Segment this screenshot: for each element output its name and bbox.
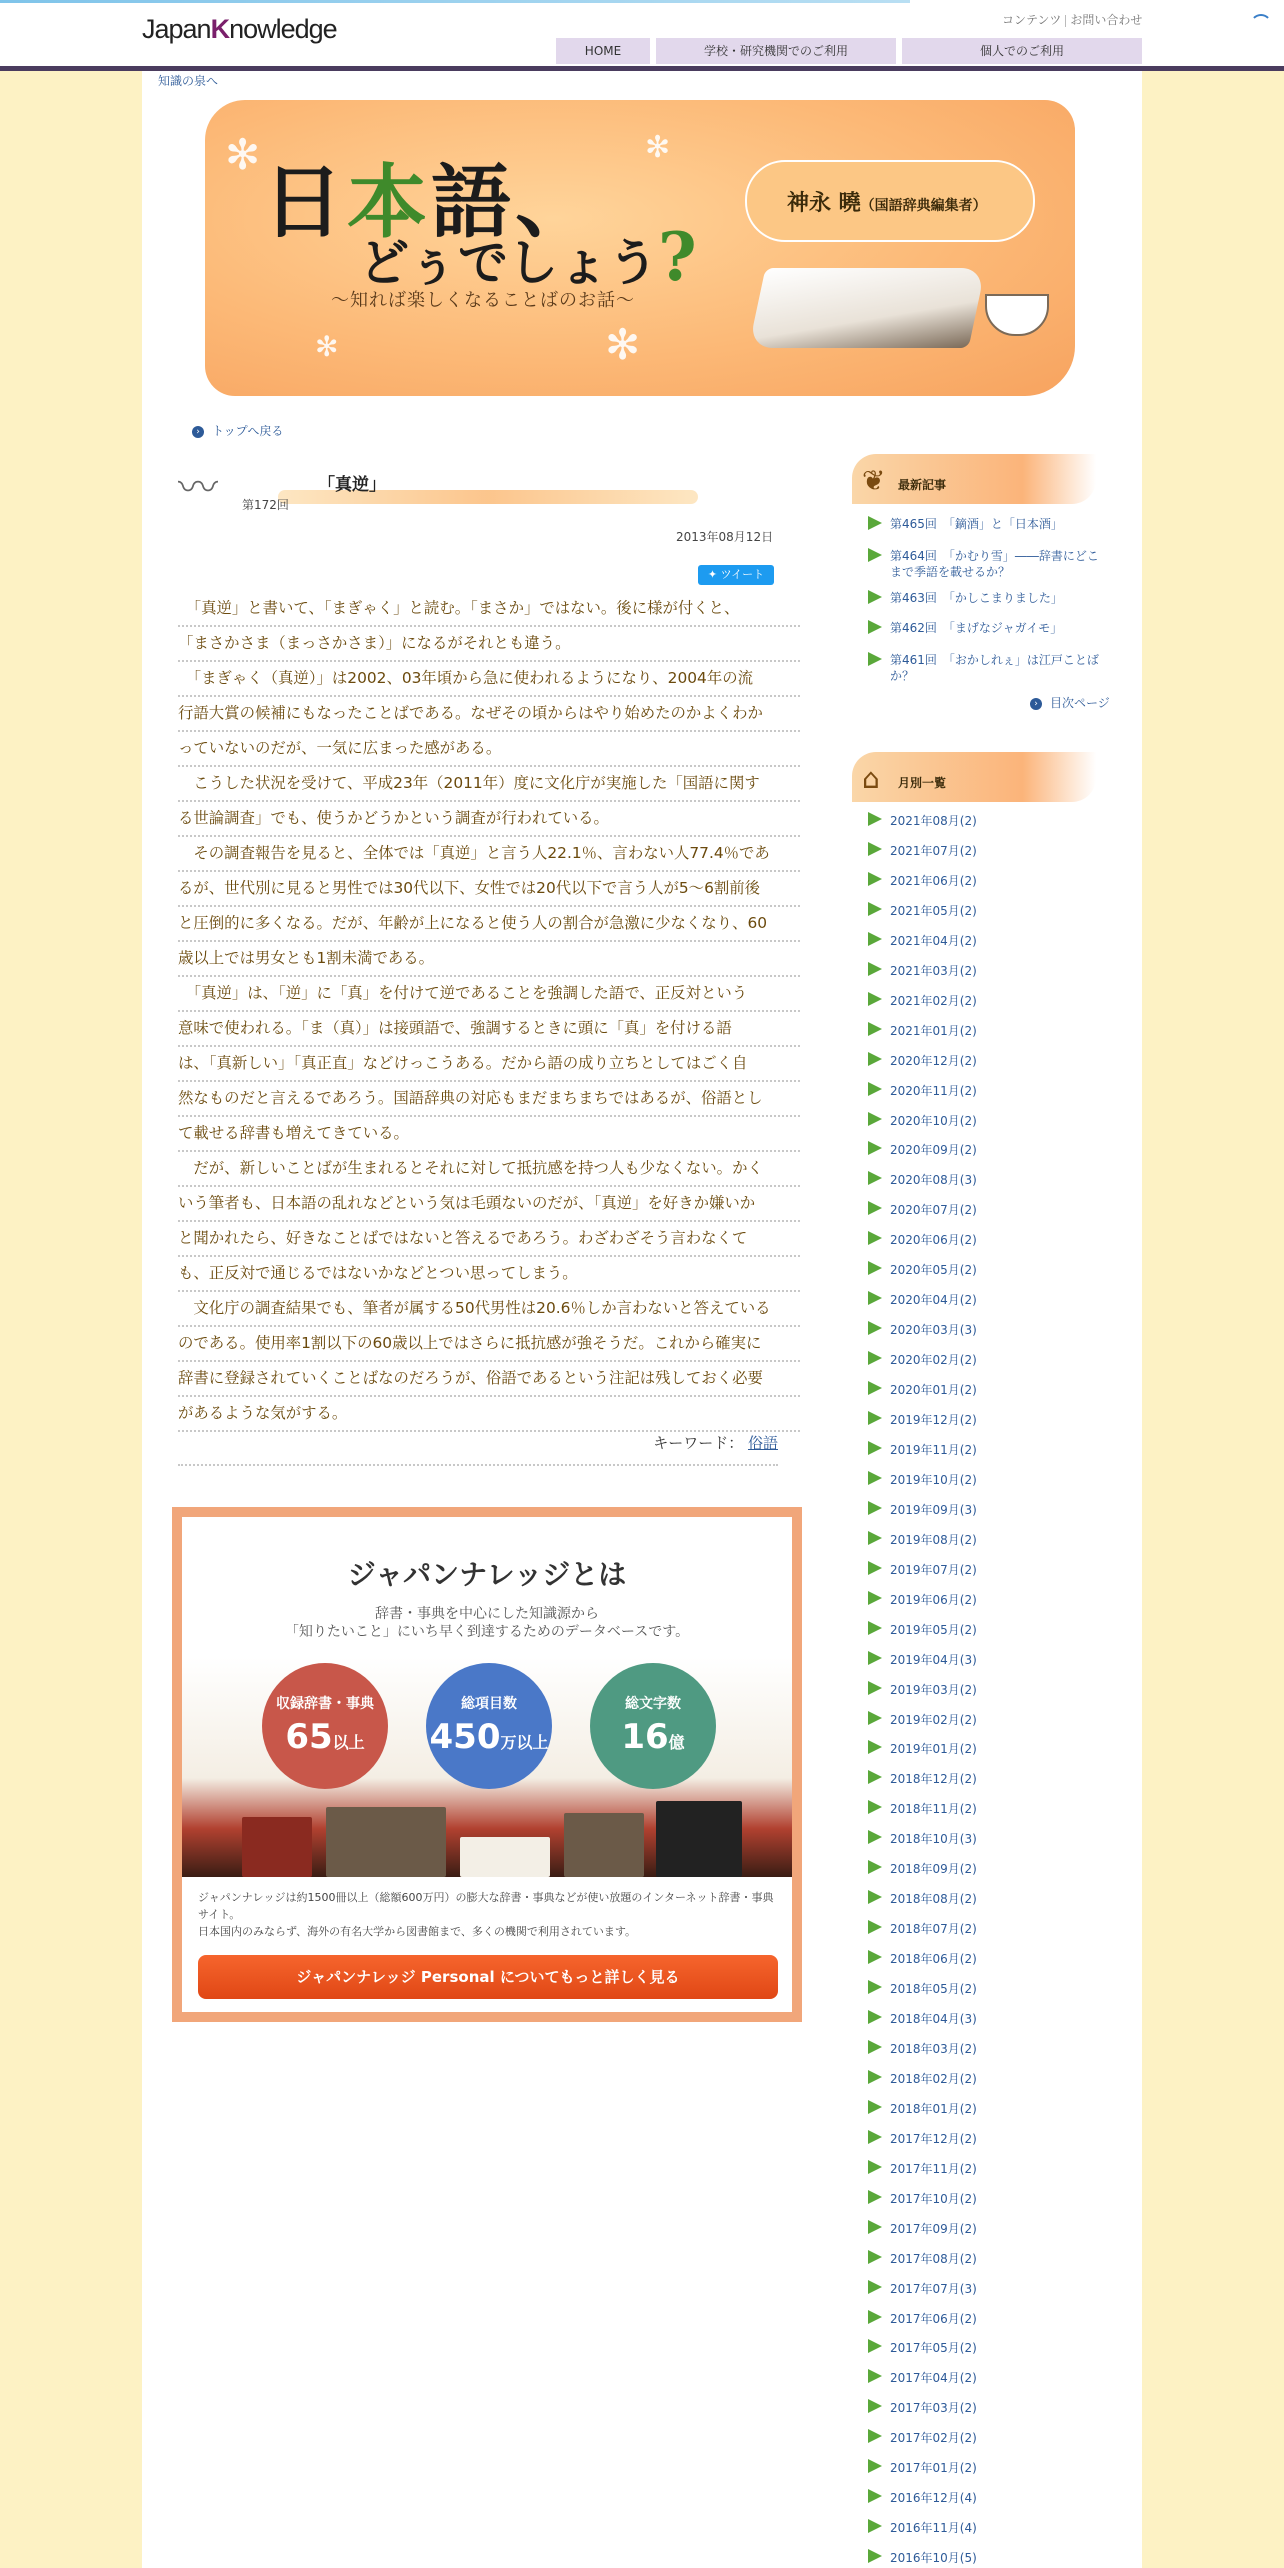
- month-archive-link[interactable]: 2019年06月(2): [868, 1591, 977, 1621]
- triangle-bullet-icon: [868, 1770, 882, 1784]
- month-archive-link[interactable]: 2016年11月(4): [868, 2519, 977, 2549]
- month-archive-link[interactable]: 2019年04月(3): [868, 1651, 977, 1681]
- month-archive-link[interactable]: 2021年01月(2): [868, 1022, 977, 1052]
- japanknowledge-logo[interactable]: JapanKnowledge: [142, 14, 337, 44]
- article-line: のである。使用率1割以下の60歳以上ではさらに抵抗感が強そうだ。これから確実に: [178, 1327, 800, 1362]
- month-archive-link[interactable]: 2019年03月(2): [868, 1681, 977, 1711]
- month-archive-link[interactable]: 2021年02月(2): [868, 992, 977, 1022]
- article-date: 2013年08月12日: [676, 530, 774, 544]
- triangle-bullet-icon: [868, 548, 882, 562]
- promo-illustration: [182, 1657, 792, 1877]
- flower-icon: ✻: [645, 130, 671, 165]
- triangle-bullet-icon: [868, 2399, 882, 2413]
- month-archive-link[interactable]: 2020年07月(2): [868, 1201, 977, 1231]
- month-archive-link[interactable]: 2017年08月(2): [868, 2250, 977, 2280]
- triangle-bullet-icon: [868, 1112, 882, 1126]
- triangle-bullet-icon: [868, 1351, 882, 1365]
- month-archive-link[interactable]: 2018年12月(2): [868, 1770, 977, 1800]
- article-line: と聞かれたら、好きなことばではないと答えるであろう。わざわざそう言わなくて: [178, 1222, 800, 1257]
- loading-bar: [0, 0, 910, 3]
- triangle-bullet-icon: [868, 1231, 882, 1245]
- article-title-bar: [178, 456, 698, 512]
- article-line: があるような気がする。: [178, 1397, 800, 1432]
- article-line: いう筆者も、日本語の乱れなどという気は毛頭ないのだが、「真逆」を好きか嫌いか: [178, 1187, 800, 1222]
- triangle-bullet-icon: [868, 590, 882, 604]
- triangle-bullet-icon: [868, 1950, 882, 1964]
- triangle-bullet-icon: [868, 1890, 882, 1904]
- month-archive-link[interactable]: 2019年07月(2): [868, 1561, 977, 1591]
- flower-icon: ✻: [225, 130, 261, 179]
- article-number: 第172回: [242, 498, 289, 512]
- month-archive-link[interactable]: 2020年01月(2): [868, 1381, 977, 1411]
- month-archive-link[interactable]: 2020年09月(2): [868, 1141, 977, 1171]
- month-archive-link[interactable]: 2021年04月(2): [868, 932, 977, 962]
- month-archive-link[interactable]: 2019年11月(2): [868, 1441, 977, 1471]
- arrow-right-icon: ›: [192, 426, 204, 438]
- month-archive-link[interactable]: 2020年03月(3): [868, 1321, 977, 1351]
- stat-circle: 総文字数 16億: [590, 1663, 716, 1789]
- month-archive-link[interactable]: 2017年12月(2): [868, 2130, 977, 2160]
- column-banner: [205, 100, 1075, 396]
- article-line: 「真逆」と書いて、「まぎゃく」と読む。「まさか」ではない。後に様が付くと、: [178, 592, 800, 627]
- triangle-bullet-icon: [868, 902, 882, 916]
- house-icon: ⌂: [862, 762, 880, 795]
- triangle-bullet-icon: [868, 1471, 882, 1485]
- arrow-right-icon: ›: [1030, 698, 1042, 710]
- month-archive-link[interactable]: 2021年05月(2): [868, 902, 977, 932]
- triangle-bullet-icon: [868, 1381, 882, 1395]
- month-archive-link[interactable]: 2018年06月(2): [868, 1950, 977, 1980]
- triangle-bullet-icon: [868, 1621, 882, 1635]
- triangle-bullet-icon: [868, 1291, 882, 1305]
- recent-article-link[interactable]: 第463回 「かしこまりました」: [868, 590, 1108, 606]
- article-line: 然なものだと言えるであろう。国語辞典の対応もまだまちまちではあるが、俗語とし: [178, 1082, 800, 1117]
- month-archive-link[interactable]: 2017年07月(3): [868, 2280, 977, 2310]
- promo-title: ジャパンナレッジとは: [347, 1558, 627, 1591]
- triangle-bullet-icon: [868, 1501, 882, 1515]
- month-archive-link[interactable]: 2021年07月(2): [868, 842, 977, 872]
- month-archive-link[interactable]: 2019年02月(2): [868, 1711, 977, 1741]
- triangle-bullet-icon: [868, 1261, 882, 1275]
- month-archive-link[interactable]: 2020年11月(2): [868, 1082, 977, 1112]
- article-line: こうした状況を受けて、平成23年（2011年）度に文化庁が実施した「国語に関す: [178, 767, 800, 802]
- month-archive-link[interactable]: 2018年07月(2): [868, 1920, 977, 1950]
- article-line: と圧倒的に多くなる。だが、年齢が上になると使う人の割合が急激に少なくなり、60: [178, 907, 800, 942]
- recent-article-link[interactable]: 第461回 「おかしれぇ」は江戸ことばか？: [868, 652, 1108, 684]
- back-to-top-link[interactable]: › トップへ戻る: [192, 422, 283, 439]
- triangle-bullet-icon: [868, 1531, 882, 1545]
- triangle-bullet-icon: [868, 2459, 882, 2473]
- triangle-bullet-icon: [868, 2040, 882, 2054]
- month-archive-link[interactable]: 2017年05月(2): [868, 2339, 977, 2369]
- top-header: [0, 0, 1284, 66]
- month-archive-link[interactable]: 2020年05月(2): [868, 1261, 977, 1291]
- article-line: る世論調査」でも、使うかどうかという調査が行われている。: [178, 802, 800, 837]
- month-archive-link[interactable]: 2016年10月(5): [868, 2549, 977, 2568]
- triangle-bullet-icon: [868, 1321, 882, 1335]
- monthly-archive-header: ⌂ 月別一覧: [852, 752, 1096, 802]
- triangle-bullet-icon: [868, 962, 882, 976]
- triangle-bullet-icon: [868, 620, 882, 634]
- index-page-link[interactable]: › 目次ページ: [1030, 694, 1110, 711]
- article-line: 行語大賞の候補にもなったことばである。なぜその頃からはやり始めたのかよくわか: [178, 697, 800, 732]
- triangle-bullet-icon: [868, 1022, 882, 1036]
- author-name: 神永 曉（国語辞典編集者）: [787, 191, 987, 216]
- article-line: その調査報告を見ると、全体では「真逆」と言う人22.1％、言わない人77.4％であ: [178, 837, 800, 872]
- month-archive-link[interactable]: 2017年10月(2): [868, 2190, 977, 2220]
- article-body: [178, 592, 800, 1432]
- month-archive-link[interactable]: 2018年08月(2): [868, 1890, 977, 1920]
- contact-link[interactable]: お問い合わせ: [1070, 13, 1143, 27]
- swallow-icon: 〰: [178, 465, 218, 511]
- month-archive-link[interactable]: 2019年01月(2): [868, 1740, 977, 1770]
- triangle-bullet-icon: [868, 1411, 882, 1425]
- article-line: 「まぎゃく（真逆）」は2002、03年頃から急に使われるようになり、2004年の流: [178, 662, 800, 697]
- tweet-button[interactable]: ✦ ツイート: [698, 565, 774, 585]
- triangle-bullet-icon: [868, 1651, 882, 1665]
- banner-title: 日本語、: [263, 155, 599, 249]
- month-archive-link[interactable]: 2017年02月(2): [868, 2429, 977, 2459]
- triangle-bullet-icon: [868, 872, 882, 886]
- month-archive-link[interactable]: 2018年03月(2): [868, 2040, 977, 2070]
- stat-circle: 収録辞書・事典 65以上: [262, 1663, 388, 1789]
- article-title: 「真逆」: [318, 475, 386, 495]
- triangle-bullet-icon: [868, 1201, 882, 1215]
- triangle-bullet-icon: [868, 2130, 882, 2144]
- triangle-bullet-icon: [868, 516, 882, 530]
- triangle-bullet-icon: [868, 1800, 882, 1814]
- month-archive-link[interactable]: 2017年04月(2): [868, 2369, 977, 2399]
- month-archive-link[interactable]: 2018年04月(3): [868, 2010, 977, 2040]
- breadcrumb[interactable]: 知識の泉へ: [158, 74, 219, 88]
- month-archive-link[interactable]: 2019年12月(2): [868, 1411, 977, 1441]
- triangle-bullet-icon: [868, 1082, 882, 1096]
- twitter-icon: ✦: [707, 568, 718, 581]
- article-line: 文化庁の調査結果でも、筆者が属する50代男性は20.6％しか言わないと答えている: [178, 1292, 800, 1327]
- coffee-cup-icon: [985, 294, 1049, 336]
- triangle-bullet-icon: [868, 2339, 882, 2353]
- triangle-bullet-icon: [868, 2250, 882, 2264]
- triangle-bullet-icon: [868, 842, 882, 856]
- triangle-bullet-icon: [868, 1860, 882, 1874]
- triangle-bullet-icon: [868, 2220, 882, 2234]
- stat-circle: 総項目数 450万以上: [426, 1663, 552, 1789]
- triangle-bullet-icon: [868, 992, 882, 1006]
- triangle-bullet-icon: [868, 1830, 882, 1844]
- article-line: っていないのだが、一気に広まった感がある。: [178, 732, 800, 767]
- flower-icon: ✻: [605, 320, 641, 369]
- month-archive-link[interactable]: 2018年09月(2): [868, 1860, 977, 1890]
- month-archive-link[interactable]: 2019年10月(2): [868, 1471, 977, 1501]
- article-line: るが、世代別に見ると男性では30代以下、女性では20代以下で言う人が5～6割前後: [178, 872, 800, 907]
- learn-more-button[interactable]: ジャパンナレッジ Personal についてもっと詳しく見る: [198, 1955, 778, 1999]
- triangle-bullet-icon: [868, 1441, 882, 1455]
- triangle-bullet-icon: [868, 1052, 882, 1066]
- month-archive-link[interactable]: 2020年10月(2): [868, 1112, 977, 1142]
- month-archive-link[interactable]: 2020年02月(2): [868, 1351, 977, 1381]
- month-archive-link[interactable]: 2018年01月(2): [868, 2100, 977, 2130]
- nav-home[interactable]: HOME: [556, 38, 650, 64]
- triangle-bullet-icon: [868, 932, 882, 946]
- triangle-bullet-icon: [868, 1740, 882, 1754]
- month-archive-link[interactable]: 2021年06月(2): [868, 872, 977, 902]
- promo-description: ジャパンナレッジは約1500冊以上（総額600万円）の膨大な辞書・事典などが使い放題のインターネット辞書・事典サイト。 日本国内のみならず、海外の有名大学から図書館まで、多くの機関で利用されています。: [198, 1891, 774, 1938]
- keyword-row: キーワード： 俗語: [178, 1432, 778, 1466]
- month-archive-link[interactable]: 2019年08月(2): [868, 1531, 977, 1561]
- triangle-bullet-icon: [868, 2100, 882, 2114]
- month-archive-link[interactable]: 2017年09月(2): [868, 2220, 977, 2250]
- month-archive-link[interactable]: 2019年05月(2): [868, 1621, 977, 1651]
- month-archive-link[interactable]: 2018年02月(2): [868, 2070, 977, 2100]
- month-archive-link[interactable]: 2020年06月(2): [868, 1231, 977, 1261]
- triangle-bullet-icon: [868, 1561, 882, 1575]
- triangle-bullet-icon: [868, 2190, 882, 2204]
- triangle-bullet-icon: [868, 1591, 882, 1605]
- triangle-bullet-icon: [868, 652, 882, 666]
- article-line: 「まさかさま（まっさかさま）」になるがそれとも違う。: [178, 627, 800, 662]
- month-archive-link[interactable]: 2018年05月(2): [868, 1980, 977, 2010]
- flower-icon: ✻: [315, 330, 339, 363]
- article-line: 意味で使われる。「ま（真）」は接頭語で、強調するときに頭に「真」を付ける語: [178, 1012, 800, 1047]
- leaf-icon: ❦: [862, 464, 886, 497]
- month-archive-link[interactable]: 2017年11月(2): [868, 2160, 977, 2190]
- triangle-bullet-icon: [868, 2429, 882, 2443]
- article-line: 「真逆」は、「逆」に「真」を付けて逆であることを強調した語で、正反対という: [178, 977, 800, 1012]
- month-archive-link[interactable]: 2018年11月(2): [868, 1800, 977, 1830]
- month-archive-link[interactable]: 2018年10月(3): [868, 1830, 977, 1860]
- triangle-bullet-icon: [868, 812, 882, 826]
- author-box: [745, 160, 1035, 242]
- triangle-bullet-icon: [868, 1980, 882, 1994]
- recent-articles-header: ❦ 最新記事: [852, 454, 1096, 504]
- month-archive-link[interactable]: 2017年06月(2): [868, 2310, 977, 2340]
- triangle-bullet-icon: [868, 1920, 882, 1934]
- banner-subtitle: 〜知れば楽しくなることばのお話〜: [331, 290, 635, 311]
- article-line: 歳以上では男女とも1割未満である。: [178, 942, 800, 977]
- article-line: て載せる辞書も増えてきている。: [178, 1117, 800, 1152]
- triangle-bullet-icon: [868, 2549, 882, 2563]
- triangle-bullet-icon: [868, 1711, 882, 1725]
- contents-link[interactable]: コンテンツ: [1002, 13, 1062, 27]
- triangle-bullet-icon: [868, 2369, 882, 2383]
- nav-institutions[interactable]: 学校・研究機関でのご利用: [656, 38, 896, 64]
- banner-title-line2: どぅでしょう?: [359, 218, 697, 296]
- month-archive-link[interactable]: 2017年01月(2): [868, 2459, 977, 2489]
- recent-article-link[interactable]: 第464回 「かむり雪」――辞書にどこまで季語を載せるか？: [868, 548, 1108, 580]
- month-archive-link[interactable]: 2021年08月(2): [868, 812, 977, 842]
- triangle-bullet-icon: [868, 1681, 882, 1695]
- recent-article-link[interactable]: 第465回 「鏑酒」と「日本酒」: [868, 516, 1108, 532]
- nav-personal[interactable]: 個人でのご利用: [902, 38, 1142, 64]
- article-line: も、正反対で通じるではないかなどとつい思ってしまう。: [178, 1257, 800, 1292]
- triangle-bullet-icon: [868, 2519, 882, 2533]
- article-line: は、「真新しい」「真正直」などけっこうある。だから語の成り立ちとしてはごく自: [178, 1047, 800, 1082]
- promo-box: [172, 1507, 802, 2022]
- month-archive-link[interactable]: 2016年12月(4): [868, 2489, 977, 2519]
- triangle-bullet-icon: [868, 2070, 882, 2084]
- month-archive-link[interactable]: 2020年04月(2): [868, 1291, 977, 1321]
- keyword-link[interactable]: 俗語: [747, 1434, 778, 1452]
- triangle-bullet-icon: [868, 2010, 882, 2024]
- month-archive-link[interactable]: 2017年03月(2): [868, 2399, 977, 2429]
- month-archive-link[interactable]: 2021年03月(2): [868, 962, 977, 992]
- month-archive-link[interactable]: 2019年09月(3): [868, 1501, 977, 1531]
- promo-subtitle: 辞書・事典を中心にした知識源から 「知りたいこと」にいち早く到達するためのデータベースです。: [284, 1606, 690, 1640]
- triangle-bullet-icon: [868, 2489, 882, 2503]
- loading-spinner-icon: [1250, 14, 1272, 36]
- month-archive-link[interactable]: 2020年08月(3): [868, 1171, 977, 1201]
- triangle-bullet-icon: [868, 1141, 882, 1155]
- article-line: 辞書に登録されていくことばなのだろうが、俗語であるという注記は残しておく必要: [178, 1362, 800, 1397]
- utility-links: [998, 11, 1146, 28]
- triangle-bullet-icon: [868, 1171, 882, 1185]
- triangle-bullet-icon: [868, 2160, 882, 2174]
- article-line: だが、新しいことばが生まれるとそれに対して抵抗感を持つ人も少なくない。かく: [178, 1152, 800, 1187]
- month-archive-link[interactable]: 2020年12月(2): [868, 1052, 977, 1082]
- triangle-bullet-icon: [868, 2310, 882, 2324]
- open-book-icon: [748, 268, 985, 348]
- recent-article-link[interactable]: 第462回 「まげなジャガイモ」: [868, 620, 1108, 636]
- books-illustration: [242, 1797, 742, 1877]
- triangle-bullet-icon: [868, 2280, 882, 2294]
